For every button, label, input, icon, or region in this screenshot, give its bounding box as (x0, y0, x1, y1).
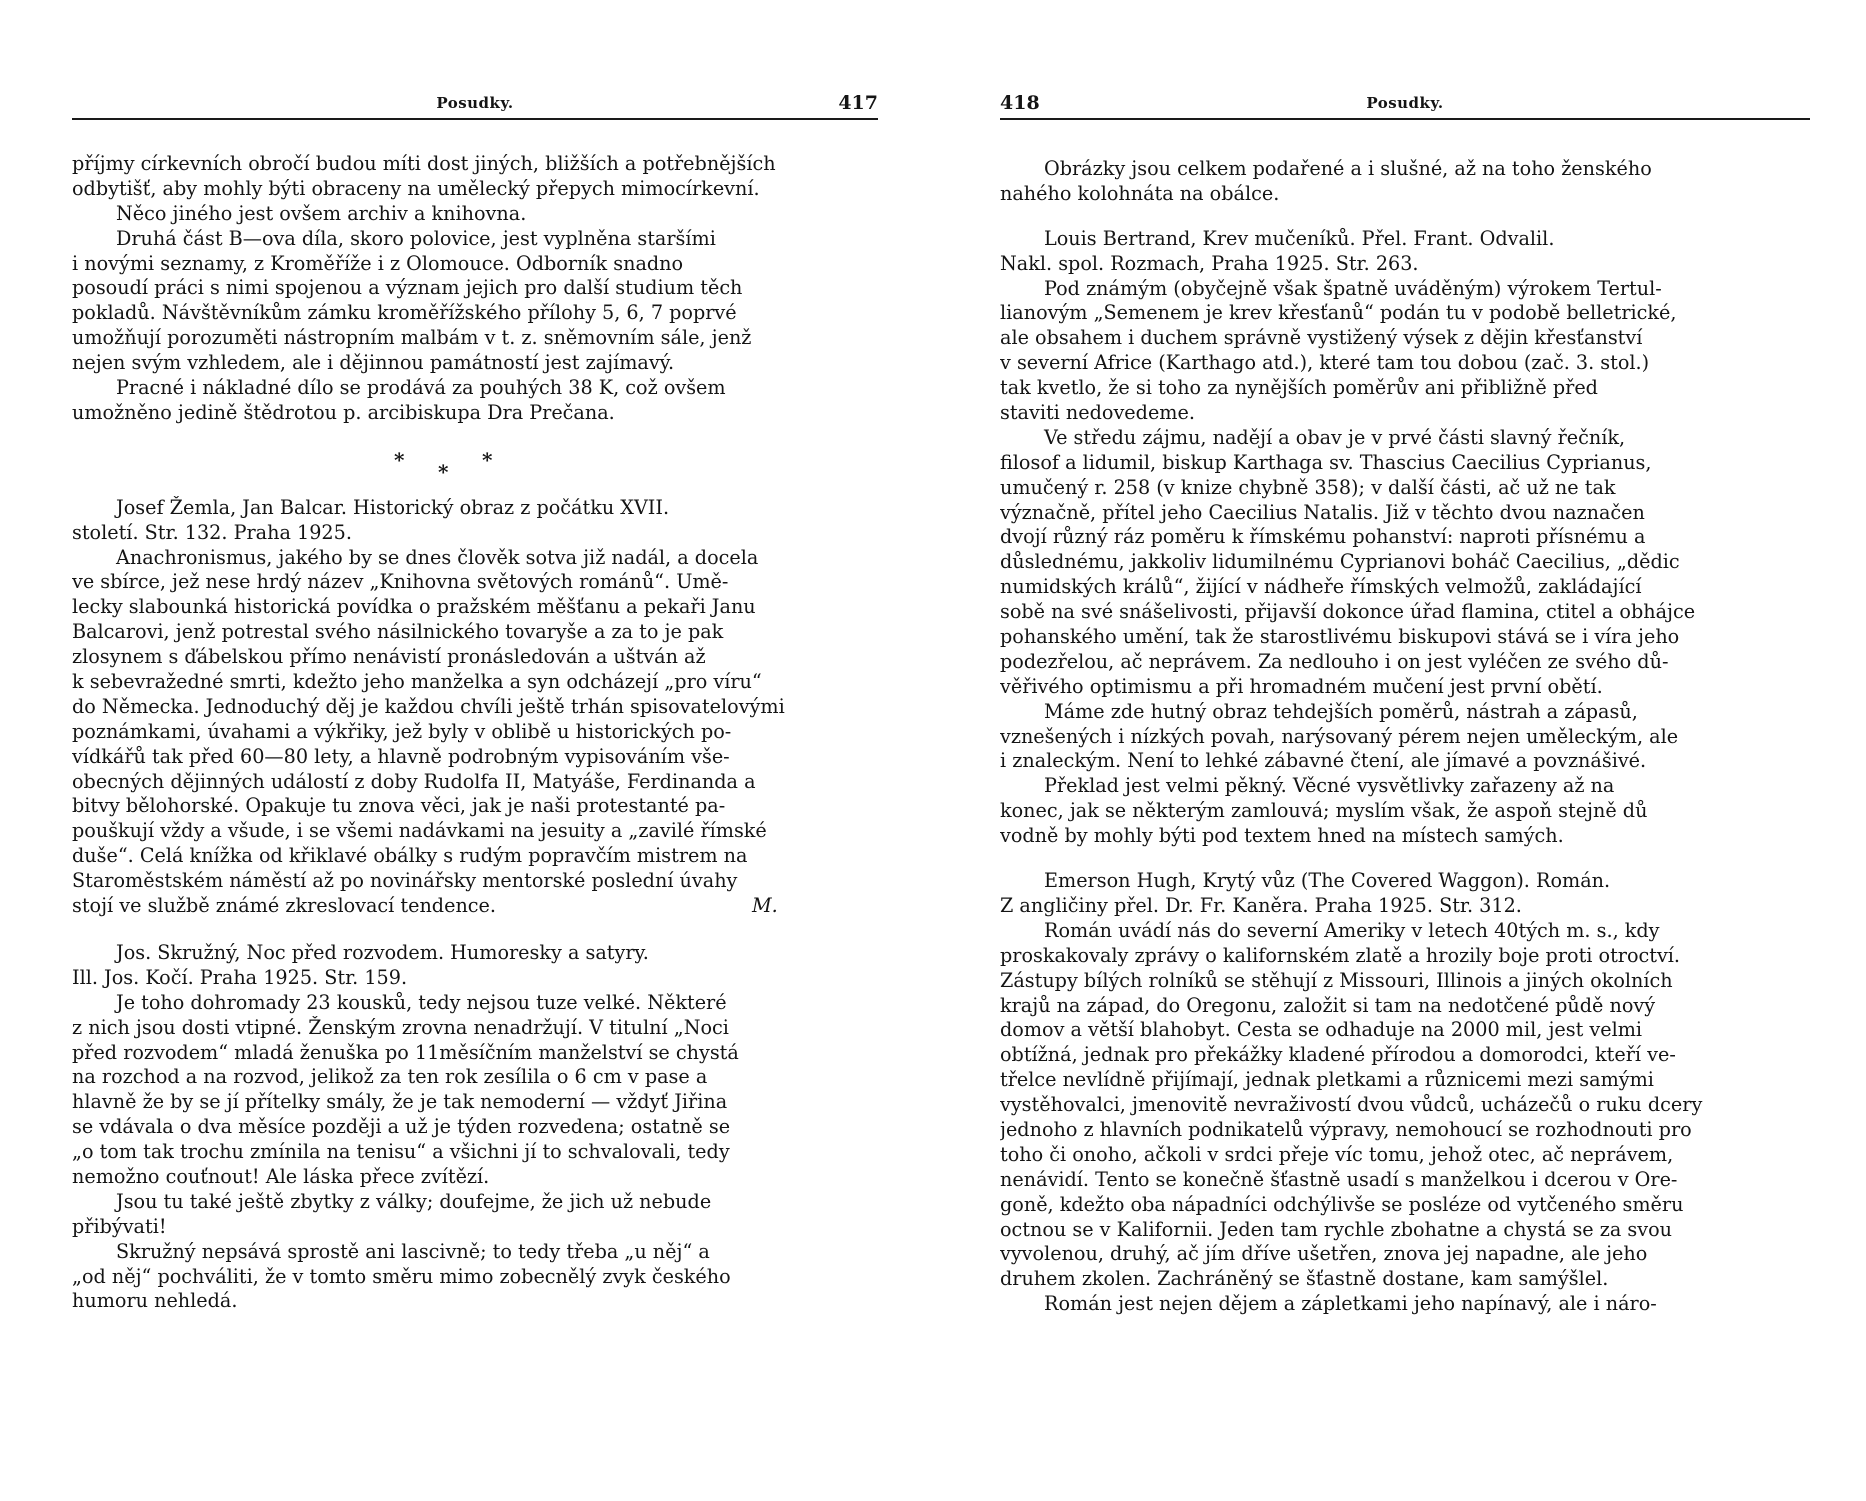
review-heading: Josef Žemla, Jan Balcar. Historický obraz z počátku XVII. (116, 495, 670, 519)
text-line: konec, jak se některým zamlouvá; myslím však, že aspoň stejně dů (1000, 799, 1648, 823)
text-line: nahého kolohnáta na obálce. (1000, 181, 1280, 205)
text-line: sobě na své snášelivosti, přijavší dokonce úřad flamina, ctitel a obhájce (1000, 600, 1696, 624)
text-line: Ill. Jos. Kočí. Praha 1925. Str. 159. (72, 965, 408, 989)
right-page-body (1000, 157, 1810, 1317)
section-gap (1000, 849, 1810, 869)
text-line: nenávidí. Tento se konečně šťastně usadí s manželkou i dcerou v Ore- (1000, 1167, 1678, 1191)
text-line: příjmy církevních obročí budou míti dost jiných, bližších a potřebnějších (72, 152, 776, 175)
text-line: před rozvodem“ mladá ženuška po 11měsíčním manželství se chystá (72, 1040, 739, 1064)
text-line: pouškují vždy a všude, i se všemi nadávkami na jesuity a „zavilé římské (72, 819, 767, 843)
section-gap (1000, 207, 1810, 227)
right-page-header (1000, 92, 1810, 120)
text-line: Máme zde hutný obraz tehdejších poměrů, nástrah a zápasů, (1044, 699, 1638, 723)
text-line: z nich jsou dosti vtipné. Ženským zrovna nenadržují. V titulní „Noci (72, 1015, 729, 1039)
running-title: Posudky. (436, 94, 514, 112)
text-line: obecných dějinných událostí z doby Rudolfa II, Matyáše, Ferdinanda a (72, 769, 756, 793)
text-line: vznešených i nízkých povah, narýsovaný pérem nejen uměleckým, ale (1000, 724, 1679, 748)
text-line: bitvy bělohorské. Opakuje tu znova věci, jak je naši protestanté pa- (72, 794, 726, 818)
text-line: v severní Africe (Karthago atd.), které tam tou dobou (zač. 3. stol.) (1000, 351, 1650, 375)
text-line: vyvolenou, druhý, ač jím dříve ušetřen, znova jej napadne, ale jeho (1000, 1242, 1648, 1266)
text-line: význačně, přítel jeho Caecilius Natalis. Již v těchto dvou naznačen (1000, 500, 1645, 524)
text-line: jednoho z hlavních podnikatelů výpravy, nemohoucí se rozhodnouti pro (1000, 1117, 1692, 1141)
text-line (72, 894, 878, 919)
text-line: století. Str. 132. Praha 1925. (72, 520, 352, 544)
separator-star: * (438, 459, 449, 484)
text-line: k sebevražedné smrti, kdežto jeho manželka a syn odcházejí „pro víru“ (72, 670, 762, 694)
text-line: pokladů. Návštěvníkům zámku kroměřížského přílohy 5, 6, 7 poprvé (72, 301, 737, 325)
text-line: krajů na západ, do Oregonu, založit si tam na nedotčené půdě nový (1000, 993, 1656, 1017)
text-line: nejen svým vzhledem, ale i dějinnou památností jest zajímavý. (72, 351, 675, 375)
text-line: Anachronismus, jakého by se dnes člověk sotva již nadál, a docela (116, 545, 759, 569)
text-line: toho či onoho, ačkoli v srdci přeje víc tomu, jehož otec, ač neprávem, (1000, 1142, 1674, 1166)
text-line: třelce nevlídně přijímají, jednak pletkami a různicemi mezi samými (1000, 1068, 1654, 1092)
right-page (1000, 0, 1810, 1501)
text-line: „o tom tak trochu zmínila na tenisu“ a všichni jí to schvalovali, tedy (72, 1140, 730, 1164)
text-line: Překlad jest velmi pěkný. Věcné vysvětlivky zařazeny až na (1044, 774, 1615, 798)
text-line: pohanského umění, tak že starostlivému biskupovi stává se i víra jeho (1000, 625, 1680, 649)
text-line: domov a větší blahobyt. Cesta se odhaduje na 2000 mil, jest velmi (1000, 1018, 1643, 1042)
text-line: „od něj“ pochváliti, že v tomto směru mimo zobecnělý zvyk českého (72, 1264, 731, 1288)
page-number: 417 (838, 92, 878, 114)
text-line: se vdávala o dva měsíce později a už je týden rozvedena; ostatně se (72, 1115, 731, 1139)
text-line: Je toho dohromady 23 kousků, tedy nejsou tuze velké. Některé (116, 990, 727, 1014)
text-line: Román jest nejen dějem a zápletkami jeho napínavý, ale i náro- (1044, 1292, 1657, 1316)
separator-star: * (394, 447, 405, 472)
text-line: umožňují porozuměti nástropním malbám v t. z. sněmovním sále, jenž (72, 326, 752, 350)
text-line: Něco jiného jest ovšem archiv a knihovna. (116, 201, 527, 225)
text-line: důslednému, jakkoliv lidumilnému Cyprianovi boháč Caecilius, „dědic (1000, 550, 1680, 574)
left-page (72, 0, 878, 1501)
text-line: Druhá část B—ova díla, skoro polovice, jest vyplněna staršími (116, 226, 716, 250)
text-line: duše“. Celá knížka od křiklavé obálky s rudým popravčím mistrem na (72, 844, 748, 868)
text-line: i novými seznamy, z Kroměříže i z Olomouce. Odborník snadno (72, 251, 684, 275)
review-heading: Louis Bertrand, Krev mučeníků. Přel. Frant. Odvalil. (1044, 226, 1555, 250)
text-line: vystěhovalci, jmenovitě nevraživostí dvou vůdců, ucházečů o ruku dcery (1000, 1093, 1703, 1117)
text-line: Staroměstském náměstí až po novinářsky mentorské poslední úvahy (72, 869, 738, 893)
text-line: nemožno couťnout! Ale láska přece zvítězí. (72, 1164, 490, 1188)
review-signature: M. (752, 894, 778, 918)
text-line: lianovým „Semenem je krev křesťanů“ podán tu v podobě belletrické, (1000, 301, 1677, 325)
text-line: podezřelou, ač neprávem. Za nedlouho i on jest vyléčen ze svého dů- (1000, 649, 1669, 673)
text-line: ale obsahem i duchem správně vystižený výsek z dějin křesťanství (1000, 326, 1643, 350)
review-heading: Emerson Hugh, Krytý vůz (The Covered Waggon). Román. (1044, 869, 1611, 893)
separator-star: * (482, 447, 493, 472)
text-line: druhem zkolen. Zachráněný se šťastně dostane, kam samýšlel. (1000, 1267, 1609, 1291)
text-line: Pod známým (obyčejně však špatně uváděným) výrokem Tertul- (1044, 276, 1662, 300)
text-line: proskakovaly zprávy o kalifornském zlatě a hrozily boje proti otroctví. (1000, 943, 1681, 967)
text-line: numidských králů“, žijící v nádheře římských velmožů, zakládající (1000, 575, 1642, 599)
text-line: Skružný nepsává sprostě ani lascivně; to tedy třeba „u něj“ a (116, 1239, 710, 1263)
text-line: Jsou tu také ještě zbytky z války; doufejme, že jich už nebude (116, 1189, 712, 1213)
text-line: do Německa. Jednoduchý děj je každou chvíli ještě trhán spisovatelovými (72, 694, 785, 718)
text-line: na rozchod a na rozvod, jelikož za ten rok zesílila o 6 cm v pase a (72, 1065, 708, 1089)
text-line: vídkářů tak před 60—80 lety, a hlavně podrobným vypisováním vše- (72, 744, 730, 768)
text-line: posoudí práci s nimi spojenou a význam jejich pro další studium těch (72, 276, 743, 300)
text-line: umučený r. 258 (v knize chybně 358); v další části, ač už ne tak (1000, 475, 1616, 499)
text-line: filosof a lidumil, biskup Karthaga sv. Thascius Caecilius Cyprianus, (1000, 450, 1652, 474)
text-line: přibývati! (72, 1214, 167, 1238)
text-line: hlavně že by se jí přítelky smály, že je tak nemoderní — vždyť Jiřina (72, 1090, 728, 1114)
text-line: goně, kdežto oba nápadníci odchýlivše se posléze od vytčeného směru (1000, 1192, 1684, 1216)
text-line: umožněno jedině štědrotou p. arcibiskupa Dra Prečana. (72, 400, 615, 424)
text-line: lecky slabounká historická povídka o pražském měšťanu a pekaři Janu (72, 595, 756, 619)
text-line: poznámkami, úvahami a výkřiky, jež byly v oblibě u historických po- (72, 719, 732, 743)
text-line: vodně by mohly býti pod textem hned na místech samých. (1000, 824, 1564, 848)
left-page-header (72, 92, 878, 120)
text-line: i znaleckým. Není to lehké zábavné čtení, ale jímavé a povznášivé. (1000, 749, 1647, 773)
text-line-content: stojí ve službě známé zkreslovací tendence. (72, 894, 497, 918)
text-line: octnou se v Kalifornii. Jeden tam rychle zbohatne a chystá se za svou (1000, 1217, 1672, 1241)
text-line: Balcarovi, jenž potrestal svého násilnického tovaryše a za to je pak (72, 620, 724, 644)
page-number: 418 (1000, 92, 1040, 114)
text-line: věřivého optimismu a při hromadném mučení jest první obětí. (1000, 674, 1603, 698)
text-line: Pracné i nákladné dílo se prodává za pouhých 38 K, což ovšem (116, 376, 726, 400)
section-gap (72, 919, 878, 941)
section-separator (72, 426, 878, 496)
text-line: humoru nehledá. (72, 1289, 238, 1313)
text-line: tak kvetlo, že si toho za nynějších poměrův ani přibližně před (1000, 376, 1598, 400)
text-line: staviti nedovedeme. (1000, 401, 1195, 425)
text-line: Z angličiny přel. Dr. Fr. Kaněra. Praha 1925. Str. 312. (1000, 893, 1522, 917)
text-line: dvojí různý ráz poměru k římskému pohanství: naproti přísnému a (1000, 525, 1646, 549)
text-line: ve sbírce, jež nese hrdý název „Knihovna světových románů“. Umě- (72, 570, 729, 594)
text-line: Ve středu zájmu, nadějí a obav je v prvé části slavný řečník, (1044, 425, 1626, 449)
text-line: odbytišť, aby mohly býti obraceny na umělecký přepych mimocírkevní. (72, 176, 760, 200)
text-line: Obrázky jsou celkem podařené a i slušné, až na toho ženského (1044, 157, 1652, 180)
text-line: Nakl. spol. Rozmach, Praha 1925. Str. 263. (1000, 251, 1419, 275)
left-page-body (72, 152, 878, 1314)
text-line: Román uvádí nás do severní Ameriky v letech 40tých m. s., kdy (1044, 918, 1660, 942)
text-line: Zástupy bílých rolníků se stěhují z Missouri, Illinois a jiných okolních (1000, 968, 1673, 992)
review-heading: Jos. Skružný, Noc před rozvodem. Humoresky a satyry. (116, 940, 649, 964)
text-line: zlosynem s ďábelskou přímo nenávistí pronásledován a uštván až (72, 645, 706, 669)
text-line: obtížná, jednak pro překážky kladené přírodou a domorodci, kteří ve- (1000, 1043, 1676, 1067)
running-title: Posudky. (1366, 94, 1444, 112)
